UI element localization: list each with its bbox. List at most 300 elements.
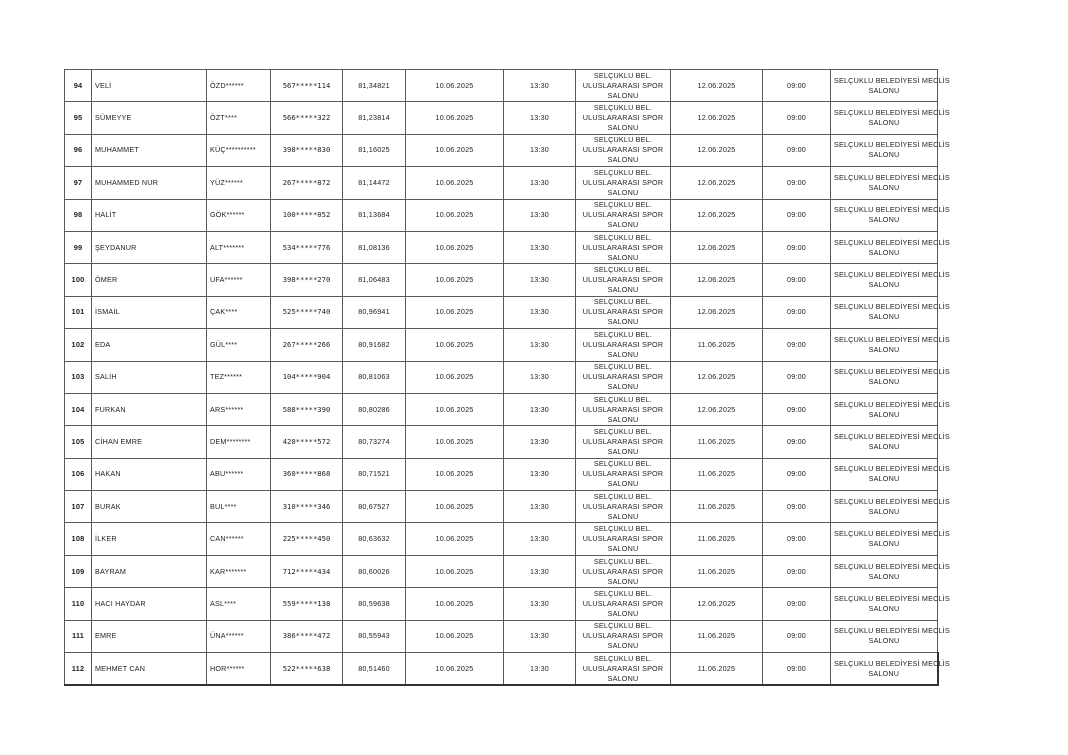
interview-date-cell: 12.06.2025: [671, 361, 763, 393]
interview-date-cell: 12.06.2025: [671, 588, 763, 620]
candidate-surname-cell: TEZ******: [207, 361, 271, 393]
score-cell: 80,80286: [343, 393, 406, 425]
exam-venue-line: SELÇUKLU BEL.: [593, 265, 653, 275]
exam-venue-line: ULUSLARARASI SPOR: [582, 339, 664, 349]
candidate-name-cell: FURKAN: [92, 393, 207, 425]
interview-venue-cell: [831, 653, 950, 686]
row-number-cell: 100: [65, 264, 92, 296]
exam-venue-line: SELÇUKLU BEL.: [593, 135, 653, 145]
candidate-name-cell: SÜMEYYE: [92, 102, 207, 134]
exam-time-cell: 13:30: [504, 296, 576, 328]
interview-date-cell: 11.06.2025: [671, 329, 763, 361]
interview-venue-line: SELÇUKLU BELEDİYESİ MECLİS: [834, 399, 950, 409]
exam-venue-line: SELÇUKLU BEL.: [593, 459, 653, 469]
exam-venue-line: SELÇUKLU BEL.: [593, 297, 653, 307]
interview-venue-cell: [831, 393, 950, 425]
interview-time-cell: 09:00: [763, 426, 831, 458]
exam-venue-line: ULUSLARARASI SPOR: [582, 501, 664, 511]
score-cell: 81,23814: [343, 102, 406, 134]
interview-venue-cell: [831, 264, 950, 296]
interview-venue-line: SALONU: [868, 247, 900, 257]
row-number-cell: 111: [65, 620, 92, 652]
candidate-surname-cell: ÖZD******: [207, 70, 271, 102]
interview-venue-line: SELÇUKLU BELEDİYESİ MECLİS: [834, 108, 950, 118]
candidate-name-cell: SALİH: [92, 361, 207, 393]
interview-venue-line: SALONU: [868, 506, 900, 516]
row-number-cell: 101: [65, 296, 92, 328]
interview-venue-line: SELÇUKLU BELEDİYESİ MECLİS: [834, 431, 950, 441]
interview-venue-cell: [831, 458, 950, 490]
table-row: [65, 426, 938, 458]
masked-id-number-cell: 420*****572: [271, 426, 343, 458]
candidate-table: [64, 69, 950, 686]
exam-date-cell: 10.06.2025: [406, 588, 504, 620]
candidate-surname-cell: BUL****: [207, 491, 271, 523]
interview-date-cell: 12.06.2025: [671, 231, 763, 263]
candidate-name-cell: HALİT: [92, 199, 207, 231]
interview-time-cell: 09:00: [763, 653, 831, 686]
candidate-name-cell: BURAK: [92, 491, 207, 523]
row-number-cell: 106: [65, 458, 92, 490]
exam-venue-line: ULUSLARARASI SPOR: [582, 566, 664, 576]
interview-venue-line: SELÇUKLU BELEDİYESİ MECLİS: [834, 561, 950, 571]
candidate-name-cell: MUHAMMED NUR: [92, 167, 207, 199]
table-row: [65, 523, 938, 555]
exam-date-cell: 10.06.2025: [406, 134, 504, 166]
interview-venue-line: SELÇUKLU BELEDİYESİ MECLİS: [834, 302, 950, 312]
score-cell: 81,08136: [343, 231, 406, 263]
masked-id-number-cell: 267*****266: [271, 329, 343, 361]
row-number-cell: 103: [65, 361, 92, 393]
row-number-cell: 102: [65, 329, 92, 361]
interview-venue-line: SELÇUKLU BELEDİYESİ MECLİS: [834, 334, 950, 344]
exam-venue-line: SALONU: [607, 641, 639, 651]
score-cell: 80,71521: [343, 458, 406, 490]
table-row: [65, 134, 938, 166]
exam-venue-line: SELÇUKLU BEL.: [593, 426, 653, 436]
interview-venue-line: SELÇUKLU BELEDİYESİ MECLİS: [834, 75, 950, 85]
exam-venue-cell: [576, 329, 671, 361]
table-row: [65, 167, 938, 199]
masked-id-number-cell: 534*****776: [271, 231, 343, 263]
exam-venue-line: ULUSLARARASI SPOR: [582, 145, 664, 155]
interview-date-cell: 12.06.2025: [671, 167, 763, 199]
interview-date-cell: 11.06.2025: [671, 426, 763, 458]
exam-date-cell: 10.06.2025: [406, 620, 504, 652]
interview-venue-line: SALONU: [868, 182, 900, 192]
interview-venue-line: SALONU: [868, 85, 900, 95]
exam-date-cell: 10.06.2025: [406, 296, 504, 328]
exam-time-cell: 13:30: [504, 393, 576, 425]
exam-venue-line: SALONU: [607, 446, 639, 456]
exam-venue-line: ULUSLARARASI SPOR: [582, 177, 664, 187]
exam-venue-cell: [576, 620, 671, 652]
interview-venue-cell: [831, 134, 950, 166]
row-number-cell: 105: [65, 426, 92, 458]
interview-venue-cell: [831, 199, 950, 231]
exam-date-cell: 10.06.2025: [406, 329, 504, 361]
masked-id-number-cell: 310*****346: [271, 491, 343, 523]
interview-venue-line: SALONU: [868, 636, 900, 646]
interview-date-cell: 12.06.2025: [671, 296, 763, 328]
interview-venue-line: SALONU: [868, 441, 900, 451]
interview-time-cell: 09:00: [763, 134, 831, 166]
interview-venue-line: SELÇUKLU BELEDİYESİ MECLİS: [834, 367, 950, 377]
interview-venue-line: SALONU: [868, 474, 900, 484]
exam-venue-cell: [576, 555, 671, 587]
candidate-name-cell: CİHAN EMRE: [92, 426, 207, 458]
interview-venue-line: SELÇUKLU BELEDİYESİ MECLİS: [834, 464, 950, 474]
table-row: [65, 458, 938, 490]
masked-id-number-cell: 100*****052: [271, 199, 343, 231]
exam-date-cell: 10.06.2025: [406, 199, 504, 231]
table-row: [65, 231, 938, 263]
exam-time-cell: 13:30: [504, 329, 576, 361]
candidate-surname-cell: YÜZ******: [207, 167, 271, 199]
masked-id-number-cell: 386*****472: [271, 620, 343, 652]
interview-time-cell: 09:00: [763, 102, 831, 134]
row-number-cell: 104: [65, 393, 92, 425]
candidate-surname-cell: ABU******: [207, 458, 271, 490]
exam-venue-line: SALONU: [607, 220, 639, 230]
candidate-name-cell: MUHAMMET: [92, 134, 207, 166]
exam-time-cell: 13:30: [504, 70, 576, 102]
exam-time-cell: 13:30: [504, 102, 576, 134]
table-row: [65, 555, 938, 587]
row-number-cell: 109: [65, 555, 92, 587]
interview-venue-cell: [831, 555, 950, 587]
exam-venue-cell: [576, 264, 671, 296]
interview-time-cell: 09:00: [763, 329, 831, 361]
table-row: [65, 296, 938, 328]
interview-time-cell: 09:00: [763, 199, 831, 231]
interview-date-cell: 12.06.2025: [671, 393, 763, 425]
exam-venue-line: ULUSLARARASI SPOR: [582, 242, 664, 252]
exam-venue-line: SELÇUKLU BEL.: [593, 394, 653, 404]
exam-date-cell: 10.06.2025: [406, 523, 504, 555]
exam-venue-cell: [576, 231, 671, 263]
exam-venue-line: ULUSLARARASI SPOR: [582, 113, 664, 123]
exam-venue-line: SALONU: [607, 479, 639, 489]
interview-time-cell: 09:00: [763, 393, 831, 425]
interview-venue-line: SELÇUKLU BELEDİYESİ MECLİS: [834, 626, 950, 636]
score-cell: 81,13684: [343, 199, 406, 231]
interview-date-cell: 11.06.2025: [671, 555, 763, 587]
interview-venue-line: SALONU: [868, 539, 900, 549]
exam-venue-line: SALONU: [607, 349, 639, 359]
score-cell: 80,59638: [343, 588, 406, 620]
interview-venue-line: SELÇUKLU BELEDİYESİ MECLİS: [834, 237, 950, 247]
exam-venue-line: SELÇUKLU BEL.: [593, 362, 653, 372]
exam-venue-line: SELÇUKLU BEL.: [593, 103, 653, 113]
masked-id-number-cell: 225*****450: [271, 523, 343, 555]
score-cell: 80,81063: [343, 361, 406, 393]
exam-venue-line: SELÇUKLU BEL.: [593, 491, 653, 501]
row-number-cell: 107: [65, 491, 92, 523]
interview-venue-cell: [831, 588, 950, 620]
candidate-name-cell: İLKER: [92, 523, 207, 555]
row-number-cell: 95: [65, 102, 92, 134]
exam-venue-line: SALONU: [607, 252, 639, 262]
interview-time-cell: 09:00: [763, 555, 831, 587]
interview-venue-cell: [831, 426, 950, 458]
interview-venue-line: SELÇUKLU BELEDİYESİ MECLİS: [834, 496, 950, 506]
exam-time-cell: 13:30: [504, 231, 576, 263]
exam-venue-line: SALONU: [607, 123, 639, 133]
interview-date-cell: 12.06.2025: [671, 199, 763, 231]
interview-venue-line: SELÇUKLU BELEDİYESİ MECLİS: [834, 172, 950, 182]
exam-time-cell: 13:30: [504, 458, 576, 490]
exam-venue-line: ULUSLARARASI SPOR: [582, 275, 664, 285]
interview-venue-line: SELÇUKLU BELEDİYESİ MECLİS: [834, 270, 950, 280]
table-row: [65, 653, 938, 686]
masked-id-number-cell: 559*****138: [271, 588, 343, 620]
interview-date-cell: 12.06.2025: [671, 134, 763, 166]
candidate-name-cell: EDA: [92, 329, 207, 361]
table-row: [65, 393, 938, 425]
row-number-cell: 97: [65, 167, 92, 199]
interview-venue-line: SALONU: [868, 150, 900, 160]
score-cell: 80,73274: [343, 426, 406, 458]
exam-venue-cell: [576, 653, 671, 686]
interview-venue-line: SALONU: [868, 571, 900, 581]
masked-id-number-cell: 522*****638: [271, 653, 343, 686]
candidate-name-cell: ÖMER: [92, 264, 207, 296]
candidate-name-cell: HACI HAYDAR: [92, 588, 207, 620]
score-cell: 80,96941: [343, 296, 406, 328]
interview-venue-cell: [831, 70, 950, 102]
table-body: [65, 70, 950, 686]
table-row: [65, 620, 938, 652]
masked-id-number-cell: 104*****904: [271, 361, 343, 393]
score-cell: 80,91682: [343, 329, 406, 361]
candidate-name-cell: BAYRAM: [92, 555, 207, 587]
table-row: [65, 102, 938, 134]
exam-venue-line: SALONU: [607, 673, 639, 683]
exam-venue-line: SELÇUKLU BEL.: [593, 556, 653, 566]
interview-date-cell: 12.06.2025: [671, 102, 763, 134]
interview-venue-cell: [831, 523, 950, 555]
score-cell: 80,67527: [343, 491, 406, 523]
interview-venue-cell: [831, 167, 950, 199]
interview-date-cell: 12.06.2025: [671, 70, 763, 102]
candidate-surname-cell: KÜÇ**********: [207, 134, 271, 166]
candidate-name-cell: HAKAN: [92, 458, 207, 490]
candidate-surname-cell: GÖK******: [207, 199, 271, 231]
exam-venue-line: ULUSLARARASI SPOR: [582, 534, 664, 544]
table-row: [65, 199, 938, 231]
interview-venue-line: SALONU: [868, 377, 900, 387]
exam-venue-line: ULUSLARARASI SPOR: [582, 598, 664, 608]
exam-venue-line: SALONU: [607, 285, 639, 295]
exam-date-cell: 10.06.2025: [406, 393, 504, 425]
exam-venue-cell: [576, 426, 671, 458]
exam-time-cell: 13:30: [504, 523, 576, 555]
exam-time-cell: 13:30: [504, 653, 576, 686]
interview-date-cell: 11.06.2025: [671, 458, 763, 490]
interview-time-cell: 09:00: [763, 296, 831, 328]
exam-venue-line: ULUSLARARASI SPOR: [582, 372, 664, 382]
masked-id-number-cell: 525*****740: [271, 296, 343, 328]
exam-venue-line: SALONU: [607, 155, 639, 165]
table-row: [65, 264, 938, 296]
row-number-cell: 99: [65, 231, 92, 263]
row-number-cell: 94: [65, 70, 92, 102]
exam-date-cell: 10.06.2025: [406, 361, 504, 393]
row-number-cell: 110: [65, 588, 92, 620]
exam-venue-line: SELÇUKLU BEL.: [593, 653, 653, 663]
candidate-surname-cell: HOR******: [207, 653, 271, 686]
interview-venue-cell: [831, 102, 950, 134]
table-row: [65, 329, 938, 361]
exam-time-cell: 13:30: [504, 620, 576, 652]
exam-venue-line: SELÇUKLU BEL.: [593, 588, 653, 598]
masked-id-number-cell: 567*****114: [271, 70, 343, 102]
exam-venue-line: SALONU: [607, 187, 639, 197]
exam-venue-line: SELÇUKLU BEL.: [593, 621, 653, 631]
exam-time-cell: 13:30: [504, 134, 576, 166]
interview-date-cell: 11.06.2025: [671, 620, 763, 652]
exam-venue-line: ULUSLARARASI SPOR: [582, 663, 664, 673]
exam-venue-line: SALONU: [607, 414, 639, 424]
exam-venue-line: SALONU: [607, 576, 639, 586]
exam-venue-cell: [576, 167, 671, 199]
interview-venue-cell: [831, 491, 950, 523]
exam-date-cell: 10.06.2025: [406, 555, 504, 587]
document-page: [64, 69, 950, 686]
interview-venue-line: SELÇUKLU BELEDİYESİ MECLİS: [834, 205, 950, 215]
candidate-surname-cell: ALT*******: [207, 231, 271, 263]
score-cell: 80,51460: [343, 653, 406, 686]
score-cell: 80,55943: [343, 620, 406, 652]
exam-venue-cell: [576, 70, 671, 102]
masked-id-number-cell: 566*****322: [271, 102, 343, 134]
exam-time-cell: 13:30: [504, 588, 576, 620]
interview-date-cell: 11.06.2025: [671, 653, 763, 686]
interview-venue-line: SELÇUKLU BELEDİYESİ MECLİS: [834, 658, 950, 668]
exam-date-cell: 10.06.2025: [406, 231, 504, 263]
candidate-surname-cell: GÜL****: [207, 329, 271, 361]
candidate-surname-cell: DEM********: [207, 426, 271, 458]
candidate-surname-cell: UFA******: [207, 264, 271, 296]
candidate-name-cell: VELİ: [92, 70, 207, 102]
exam-venue-line: SALONU: [607, 90, 639, 100]
exam-venue-line: ULUSLARARASI SPOR: [582, 210, 664, 220]
interview-date-cell: 12.06.2025: [671, 264, 763, 296]
interview-venue-line: SELÇUKLU BELEDİYESİ MECLİS: [834, 593, 950, 603]
exam-date-cell: 10.06.2025: [406, 458, 504, 490]
exam-date-cell: 10.06.2025: [406, 264, 504, 296]
exam-venue-line: SALONU: [607, 317, 639, 327]
table-row: [65, 588, 938, 620]
masked-id-number-cell: 398*****830: [271, 134, 343, 166]
exam-venue-line: SELÇUKLU BEL.: [593, 329, 653, 339]
exam-date-cell: 10.06.2025: [406, 653, 504, 686]
interview-time-cell: 09:00: [763, 458, 831, 490]
interview-time-cell: 09:00: [763, 523, 831, 555]
exam-venue-cell: [576, 393, 671, 425]
row-number-cell: 112: [65, 653, 92, 686]
masked-id-number-cell: 712*****434: [271, 555, 343, 587]
exam-venue-line: ULUSLARARASI SPOR: [582, 404, 664, 414]
exam-venue-cell: [576, 588, 671, 620]
exam-venue-line: SALONU: [607, 511, 639, 521]
interview-venue-line: SALONU: [868, 344, 900, 354]
interview-time-cell: 09:00: [763, 588, 831, 620]
interview-venue-line: SALONU: [868, 312, 900, 322]
exam-date-cell: 10.06.2025: [406, 167, 504, 199]
interview-venue-line: SALONU: [868, 409, 900, 419]
interview-venue-line: SALONU: [868, 118, 900, 128]
interview-time-cell: 09:00: [763, 167, 831, 199]
exam-venue-line: ULUSLARARASI SPOR: [582, 307, 664, 317]
exam-venue-line: SELÇUKLU BEL.: [593, 524, 653, 534]
exam-date-cell: 10.06.2025: [406, 102, 504, 134]
score-cell: 80,60026: [343, 555, 406, 587]
interview-venue-line: SELÇUKLU BELEDİYESİ MECLİS: [834, 529, 950, 539]
exam-venue-line: SELÇUKLU BEL.: [593, 167, 653, 177]
interview-venue-line: SALONU: [868, 668, 900, 678]
table-row: [65, 361, 938, 393]
exam-time-cell: 13:30: [504, 264, 576, 296]
interview-time-cell: 09:00: [763, 620, 831, 652]
row-number-cell: 96: [65, 134, 92, 166]
exam-venue-line: SELÇUKLU BEL.: [593, 232, 653, 242]
exam-venue-cell: [576, 491, 671, 523]
exam-time-cell: 13:30: [504, 199, 576, 231]
exam-time-cell: 13:30: [504, 361, 576, 393]
masked-id-number-cell: 398*****270: [271, 264, 343, 296]
interview-time-cell: 09:00: [763, 361, 831, 393]
interview-venue-cell: [831, 361, 950, 393]
candidate-name-cell: İSMAİL: [92, 296, 207, 328]
candidate-surname-cell: KAR*******: [207, 555, 271, 587]
interview-venue-cell: [831, 231, 950, 263]
interview-time-cell: 09:00: [763, 231, 831, 263]
interview-venue-cell: [831, 620, 950, 652]
score-cell: 80,63632: [343, 523, 406, 555]
exam-time-cell: 13:30: [504, 555, 576, 587]
candidate-surname-cell: CAN******: [207, 523, 271, 555]
score-cell: 81,16025: [343, 134, 406, 166]
exam-time-cell: 13:30: [504, 491, 576, 523]
interview-venue-line: SELÇUKLU BELEDİYESİ MECLİS: [834, 140, 950, 150]
interview-date-cell: 11.06.2025: [671, 523, 763, 555]
exam-venue-line: ULUSLARARASI SPOR: [582, 436, 664, 446]
exam-venue-line: ULUSLARARASI SPOR: [582, 80, 664, 90]
interview-date-cell: 11.06.2025: [671, 491, 763, 523]
interview-venue-line: SALONU: [868, 603, 900, 613]
interview-time-cell: 09:00: [763, 70, 831, 102]
candidate-name-cell: EMRE: [92, 620, 207, 652]
exam-venue-line: SALONU: [607, 608, 639, 618]
row-number-cell: 98: [65, 199, 92, 231]
exam-venue-line: SALONU: [607, 382, 639, 392]
masked-id-number-cell: 267*****872: [271, 167, 343, 199]
exam-venue-cell: [576, 523, 671, 555]
interview-time-cell: 09:00: [763, 491, 831, 523]
exam-date-cell: 10.06.2025: [406, 70, 504, 102]
candidate-surname-cell: ARS******: [207, 393, 271, 425]
exam-venue-line: ULUSLARARASI SPOR: [582, 631, 664, 641]
exam-date-cell: 10.06.2025: [406, 426, 504, 458]
interview-venue-line: SALONU: [868, 215, 900, 225]
score-cell: 81,14472: [343, 167, 406, 199]
table-row: [65, 491, 938, 523]
exam-venue-cell: [576, 199, 671, 231]
exam-venue-line: ULUSLARARASI SPOR: [582, 469, 664, 479]
candidate-surname-cell: ASL****: [207, 588, 271, 620]
